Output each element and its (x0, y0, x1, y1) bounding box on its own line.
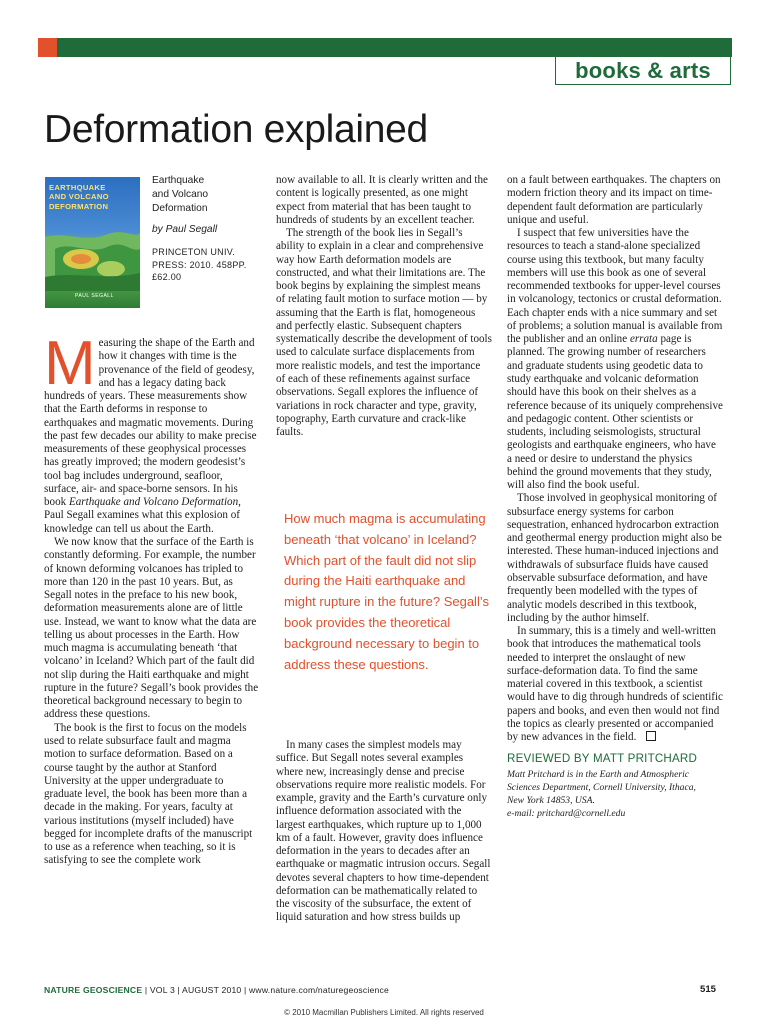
book-title-line: Deformation (152, 203, 208, 214)
book-author: by Paul Segall (152, 224, 218, 235)
publisher-line: PRINCETON UNIV. (152, 247, 236, 257)
footer-citation (44, 985, 389, 995)
paragraph (507, 227, 723, 492)
cover-title-line: AND VOLCANO (49, 192, 109, 202)
text-run: page is planned. The growing number of researchers and graduate students using geodetic data to study earthquake and volcanic deformation should have this book on their shelves as a reference because of its uniquely comprehensive and pedagogic content. Other scientists or students, including seismologists, structural geologists and earthquake engineers, who have a need or desire to understand the physics behind the ground movements that they study, will also find the book useful. (507, 333, 723, 492)
book-details (152, 174, 264, 284)
footer-separator: | (142, 985, 150, 995)
article-column-2-bottom (276, 739, 492, 925)
paragraph (507, 625, 723, 744)
reviewer-info-line: Matt Pritchard is in the Earth and Atmospheric (507, 768, 690, 780)
book-price: £62.00 (152, 272, 182, 282)
article-column-2-top (276, 174, 492, 439)
paragraph: The strength of the book lies in Segall’s ability to explain in a clear and comprehensive way how Earth deformation models are constructed, and what their limitations are. The book begins by explaining the simplest means of relating fault motion to surface motion — by assuming that the Earth is flat, homogeneous and perfectly elastic. Subsequent chapters systematically describe the development of tools used to calculate surface displacements from more realistic models, and test the importance of each of these refinements against surface observations. Segall explores the influence of variations in rock character and type, gravity, topography, Earth curvature and crack-like faults. (276, 227, 492, 439)
pull-quote: How much magma is accumulating beneath ‘that volcano’ in Iceland? Which part of the fault did not slip during the Haiti earthquake and might rupture in the future? Segall’s book provides the theoretical background necessary to begin to address these questions. (284, 511, 489, 672)
paragraph: The book is the first to focus on the models used to relate subsurface fault and magma motion to surface deformation. Based on a course taught by the author at Stanford University at the upper undergraduate to graduate level, the book has been more than a decade in the making. For years, faculty at various institutions (myself included) have begged for incomplete drafts of the manuscript to use as a reference when teaching, so it is satisfying to see the complete work (44, 721, 253, 867)
footer-journal: NATURE GEOSCIENCE (44, 985, 143, 995)
text-run: In summary, this is a timely and well-written book that introduces the mathematical tools needed to interpret the onslaught of new surface-deformation data. To find the same material covered in this textbook, a scientist would have to dig through hundreds of scientific papers and books, and even then would not find the topics as clearly presented or accompanied by new advances in the field. (507, 625, 723, 744)
footer-details: VOL 3 | AUGUST 2010 | www.nature.com/naturegeoscience (149, 985, 389, 995)
article-column-3 (507, 174, 723, 821)
cover-deformation-map (45, 229, 140, 291)
publisher-line: PRESS: 2010. 458PP. (152, 259, 247, 270)
page-number: 515 (700, 984, 717, 995)
paragraph: We now know that the surface of the Earth is constantly deforming. For example, the number of known deforming volcanoes has tripled to more than 120 in the past 10 years. But, as Segall notes in the preface to his new book, deformation measurements alone are of little use. Instead, we want to know what the data are telling us about processes in the Earth. How much magma is accumulating beneath ‘that volcano’ in Iceland? Which part of the fault did not slip during the Haiti earthquake and might rupture in the future? Segall’s book provides the theoretical background necessary to begin to address these questions. (44, 535, 259, 721)
book-cover-image (45, 177, 140, 308)
paragraph (44, 329, 260, 536)
reviewer-info (507, 768, 723, 821)
header-band (57, 38, 732, 57)
reviewer-email[interactable]: e-mail: pritchard@cornell.edu (507, 808, 626, 820)
paragraph: In many cases the simplest models may suffice. But Segall notes several examples where new, increasingly dense and precise observations require more realistic models. For example, gravity and the Earth’s curvature only influence deformation associated with the largest earthquakes, which rupture up to 1,000 km of a fault. However, gravity does influence deformation in the years to decades after an earthquake or magmatic intrusion occurs. Segall devotes several chapters to how time-dependent deformation can be mathematically related to the viscosity of the subsurface, the extent of liquid saturation and how stress builds up (276, 739, 491, 924)
cover-author: PAUL SEGALL (75, 293, 114, 299)
header-accent-square (38, 38, 57, 57)
reviewer-info-line: New York 14853, USA. (507, 795, 595, 807)
article-headline: Deformation explained (44, 108, 428, 151)
end-mark-icon (646, 731, 656, 741)
book-title-line: and Volcano (152, 189, 209, 200)
cover-title-line: DEFORMATION (49, 201, 109, 211)
cover-title-line: EARTHQUAKE (49, 183, 106, 192)
book-publisher (152, 246, 264, 284)
reviewer-heading: REVIEWED BY MATT PRITCHARD (507, 752, 698, 766)
text-run: I suspect that few universities have the resources to teach a stand-alone specialized course using this textbook, but many faculty members will use this book as one of several recommended textbooks for upper-level courses in volcanology, tectonics or crustal deformation. Each chapter ends with a nice summary and set of problems; a solution manual is available from the publisher and an online (507, 227, 723, 346)
paragraph: Those involved in geophysical monitoring of subsurface energy systems for carbon sequestration, enhanced hydrocarbon extraction and geothermal energy production might also be interested. These human-induced injections and withdrawals of subsurface fluids have caused observable subsurface deformation, and have frequently been modelled with the types of analytic models described in this textbook, including by the author himself. (507, 492, 722, 624)
drop-cap: M (44, 329, 96, 398)
copyright-notice: © 2010 Macmillan Publishers Limited. All rights reserved (284, 1008, 484, 1017)
errata-term: errata (629, 333, 658, 346)
text-run: easuring the shape of the Earth and how it changes with time is the provenance of the field of geodesy, and has a legacy dating back hundreds of years. These measurements show that the Earth deforms in response to earthquakes and magmatic movements. During the past few decades our ability to make precise measurements of these geophysical processes has greatly improved; the modern geodesist’s tool bag includes underground, seafloor, surface, air- and space-borne sensors. In his book (44, 337, 257, 509)
cover-title (49, 183, 137, 211)
paragraph: now available to all. It is clearly written and the content is logically presented, as one might expect from material that has been taught to hundreds of students by an excellent teacher. (276, 174, 488, 226)
text-run: , Paul Segall examines what this explosion of knowledge can tell us about the Earth. (44, 496, 241, 535)
paragraph: on a fault between earthquakes. The chapters on modern friction theory and its impact on time-dependent fault deformation are particularly unique and useful. (507, 174, 721, 226)
book-title-line: Earthquake (152, 175, 205, 186)
article-column-1 (44, 329, 260, 868)
section-label: books & arts (555, 57, 731, 85)
book-title-inline: Earthquake and Volcano Deformation (68, 496, 239, 509)
reviewer-info-line: Sciences Department, Cornell University, Ithaca, (507, 781, 696, 793)
